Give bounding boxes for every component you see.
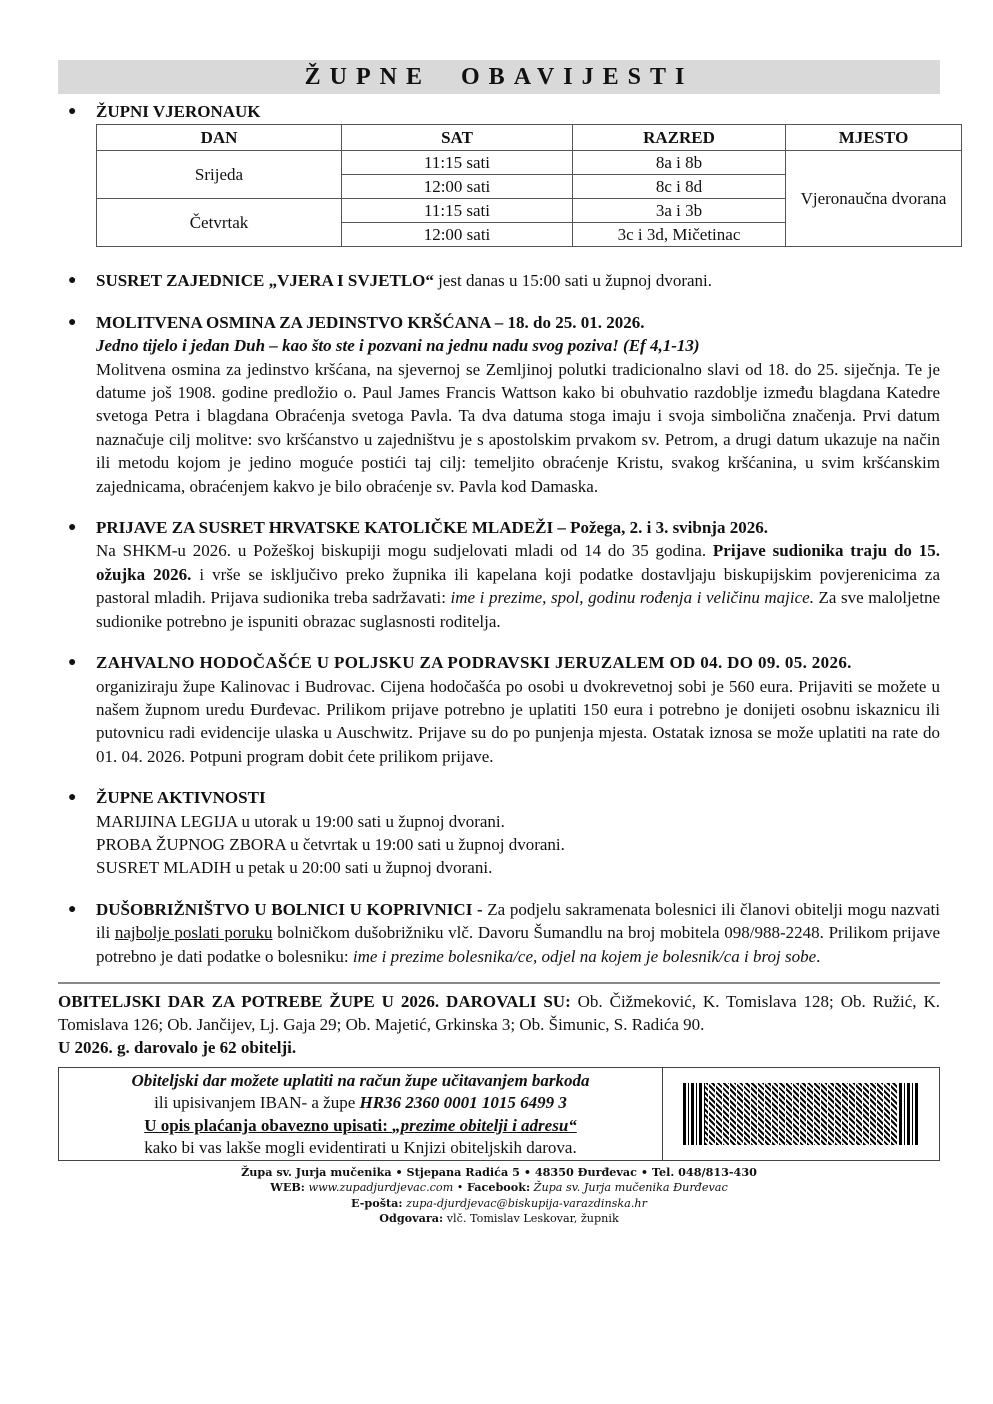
section-heading: ŽUPNI VJERONAUK: [96, 102, 261, 121]
section-shkm: [58, 516, 940, 633]
email-link[interactable]: zupa-djurdjevac@biskupija-varazdinska.hr: [402, 1196, 647, 1210]
time-cell: 12:00 sati: [342, 175, 573, 199]
column-header: RAZRED: [573, 125, 786, 151]
bullet-icon: ●: [68, 790, 77, 806]
bullet-icon: ●: [68, 104, 77, 119]
column-header: DAN: [97, 125, 342, 151]
section-text: [96, 539, 940, 633]
text-part: i vrše se isključivo preko župnika ili kapelana koji podatke dostavljaju biskupijskim povjerenicima za pastoral mladih. Prijava sudionika treba sadržavati:: [96, 564, 940, 608]
activity-item: MARIJINA LEGIJA u utorak u 19:00 sati u župnoj dvorani.: [96, 811, 505, 831]
class-cell: 8c i 8d: [573, 175, 786, 199]
bullet-icon: ●: [68, 655, 77, 671]
text-part: vlč. Tomislav Leskovar, župnik: [443, 1212, 619, 1226]
section-vjeronauk: [58, 100, 947, 247]
activity-item: PROBA ŽUPNOG ZBORA u četvrtak u 19:00 sati u župnoj dvorani.: [96, 834, 565, 854]
time-cell: 11:15 sati: [342, 151, 573, 175]
text-part: Na SHKM-u 2026. u Požeškoj biskupiji mogu sudjelovati mladi od 14 do 35 godina.: [96, 541, 713, 561]
class-cell: 8a i 8b: [573, 151, 786, 175]
column-header: MJESTO: [786, 125, 962, 151]
section-heading: MOLITVENA OSMINA ZA JEDINSTVO KRŠĆANA – 18. do 25. 01. 2026.: [96, 312, 645, 332]
footer-responsible: [58, 1211, 940, 1227]
section-molitvena-osmina: [58, 311, 940, 498]
section-heading: ŽUPNE AKTIVNOSTI: [96, 788, 266, 808]
section-bolnica: [58, 898, 940, 968]
activity-item: SUSRET MLADIH u petak u 20:00 sati u župnoj dvorani.: [96, 858, 493, 878]
section-hodocasce: [58, 651, 940, 768]
page-title: [58, 60, 940, 94]
text-part: bolničkom dušobrižniku vlč. Davoru Šumandlu na broj mobitela 098/988-2248. Prilikom prijave potrebno je dati podatke o bolesniku:: [96, 923, 940, 966]
section-susret: [58, 269, 940, 292]
footer-address: Župa sv. Jurja mučenika • Stjepana Radića 5 • 48350 Đurđevac • Tel. 048/813-430: [241, 1164, 757, 1179]
underlined-text: najbolje poslati poruku: [114, 923, 273, 943]
section-motto: Jedno tijelo i jedan Duh – kao što ste i pozvani na jednu nadu svog poziva! (Ef 4,1-13): [96, 336, 700, 356]
payment-box: [58, 1067, 940, 1161]
label: WEB:: [270, 1180, 305, 1195]
payment-line: kako bi vas lakše mogli evidentirati u Knjizi obiteljskih darova.: [144, 1138, 577, 1158]
title-word-2: OBAVIJESTI: [461, 63, 694, 90]
label: E-pošta:: [351, 1195, 403, 1210]
bulletin-page: [58, 60, 947, 1227]
class-cell: 3a i 3b: [573, 199, 786, 223]
section-text: jest danas u 15:00 sati u župnoj dvorani.: [433, 271, 712, 291]
deadline-text: Prijave sudionika traju do 15. ožujka 2026.: [96, 541, 940, 584]
section-heading: PRIJAVE ZA SUSRET HRVATSKE KATOLIČKE MLADEŽI – Požega, 2. i 3. svibnja 2026.: [96, 518, 768, 538]
donors-section: [58, 990, 940, 1059]
payment-line: [59, 1092, 662, 1115]
text-part: Za sve maloljetne sudionike potrebno je ispuniti obrazac suglasnosti roditelja.: [96, 588, 940, 631]
barcode-icon: [683, 1083, 919, 1145]
section-heading: DUŠOBRIŽNIŠTVO U BOLNICI U KOPRIVNICI -: [96, 899, 483, 919]
time-cell: 12:00 sati: [342, 223, 573, 247]
donors-list: Ob. Čižmeković, K. Tomislava 128; Ob. Ružić, K. Tomislava 126; Ob. Jančijev, Lj. Gaja 29; Ob. Majetić, Grkinska 3; Ob. Šimunic, S. Radića 90.: [58, 991, 940, 1034]
table-row: [97, 151, 962, 175]
text-part: „prezime obitelji i adresu“: [392, 1115, 577, 1135]
bullet-icon: ●: [68, 314, 77, 330]
section-text: organiziraju župe Kalinovac i Budrovac. Cijena hodočašća po osobi u dvokrevetnoj sobi je 560 eura. Prijaviti se možete u našem župnom uredu Đurđevac. Prilikom prijave potrebno je uplatiti 150 eura i potrebno je donijeti osobnu iskaznicu ili putovnicu radi evidencije ulaska u Auschwitz. Prijave su do po punjenja mjesta. Ostatak iznosa se može uplatiti na rate do 01. 04. 2026. Potpuni program dobit ćete prilikom prijave.: [96, 676, 940, 766]
payment-instructions: [59, 1068, 663, 1160]
title-word-1: ŽUPNE: [304, 63, 432, 90]
website-link[interactable]: www.zupadjurdjevac.com: [304, 1181, 454, 1195]
day-cell: Srijeda: [97, 151, 342, 199]
class-cell: 3c i 3d, Mičetinac: [573, 223, 786, 247]
iban: HR36 2360 0001 1015 6499 3: [359, 1093, 567, 1113]
bullet-icon: ●: [68, 520, 77, 536]
facebook-link[interactable]: Župa sv. Jurja mučenika Đurđevac: [530, 1181, 728, 1195]
donors-heading: OBITELJSKI DAR ZA POTREBE ŽUPE U 2026. DAROVALI SU:: [58, 991, 571, 1011]
payment-line: Obiteljski dar možete uplatiti na račun župe učitavanjem barkoda: [131, 1070, 590, 1090]
section-text: [96, 898, 940, 968]
text-part: Za podjelu sakramenata bolesnici ili članovi obitelji mogu nazvati ili: [96, 899, 940, 943]
section-divider: [58, 982, 940, 984]
donors-total: U 2026. g. darovalo je 62 obitelji.: [58, 1037, 297, 1057]
label: Odgovara:: [379, 1211, 444, 1226]
footer-web: [58, 1180, 940, 1196]
bullet-icon: ●: [68, 273, 77, 289]
required-info-text: ime i prezime bolesnika/ce, odjel na kojem je bolesnik/ca i broj sobe: [352, 946, 817, 966]
table-header-row: [97, 125, 962, 151]
footer-email: [58, 1196, 940, 1212]
separator: •: [453, 1181, 467, 1195]
footer: [58, 1165, 940, 1227]
section-aktivnosti: [58, 786, 940, 880]
required-fields-text: ime i prezime, spol, godinu rođenja i veličinu majice.: [450, 588, 814, 608]
section-heading: SUSRET ZAJEDNICE „VJERA I SVJETLO“: [96, 271, 434, 291]
text-part: .: [816, 946, 821, 966]
barcode-area: [663, 1068, 939, 1160]
label: Facebook:: [466, 1180, 531, 1195]
text-part: ili upisivanjem IBAN- a župe: [154, 1093, 360, 1113]
payment-line: [59, 1115, 662, 1138]
section-text: Molitvena osmina za jedinstvo kršćana, na sjevernoj se Zemljinoj polutki tradicionalno slavi od 18. do 25. siječnja. Te je datume još 1908. godine predložio o. Paul James Francis Wattson kako bi obuhvatio razdoblje između blagdana Katedre svetoga Petra i blagdana Obraćenja svetoga Pavla. Ta dva datuma stoga imaju i svoja simbolična značenja. Prvi datum naznačuje cilj molitve: svo kršćanstvo u zajedništvu je s apostolskim prvakom sv. Petrom, a drugi datum ukazuje na način ili metodu kojom je jedino moguće postići taj cilj: temeljito obraćenje Kristu, svakog kršćanina, u svim kršćanskim zajednicama, obraćenjem kakvo je bilo obraćenje sv. Pavla kod Damaska.: [96, 359, 940, 496]
column-header: SAT: [342, 125, 573, 151]
text-part: U opis plaćanja obavezno upisati:: [144, 1115, 393, 1135]
time-cell: 11:15 sati: [342, 199, 573, 223]
section-heading: ZAHVALNO HODOČAŠĆE U POLJSKU ZA PODRAVSKI JERUZALEM OD 04. DO 09. 05. 2026.: [96, 653, 852, 673]
bullet-icon: ●: [68, 901, 77, 917]
schedule-table: [96, 124, 962, 247]
day-cell: Četvrtak: [97, 199, 342, 247]
place-cell: Vjeronaučna dvorana: [786, 151, 962, 247]
